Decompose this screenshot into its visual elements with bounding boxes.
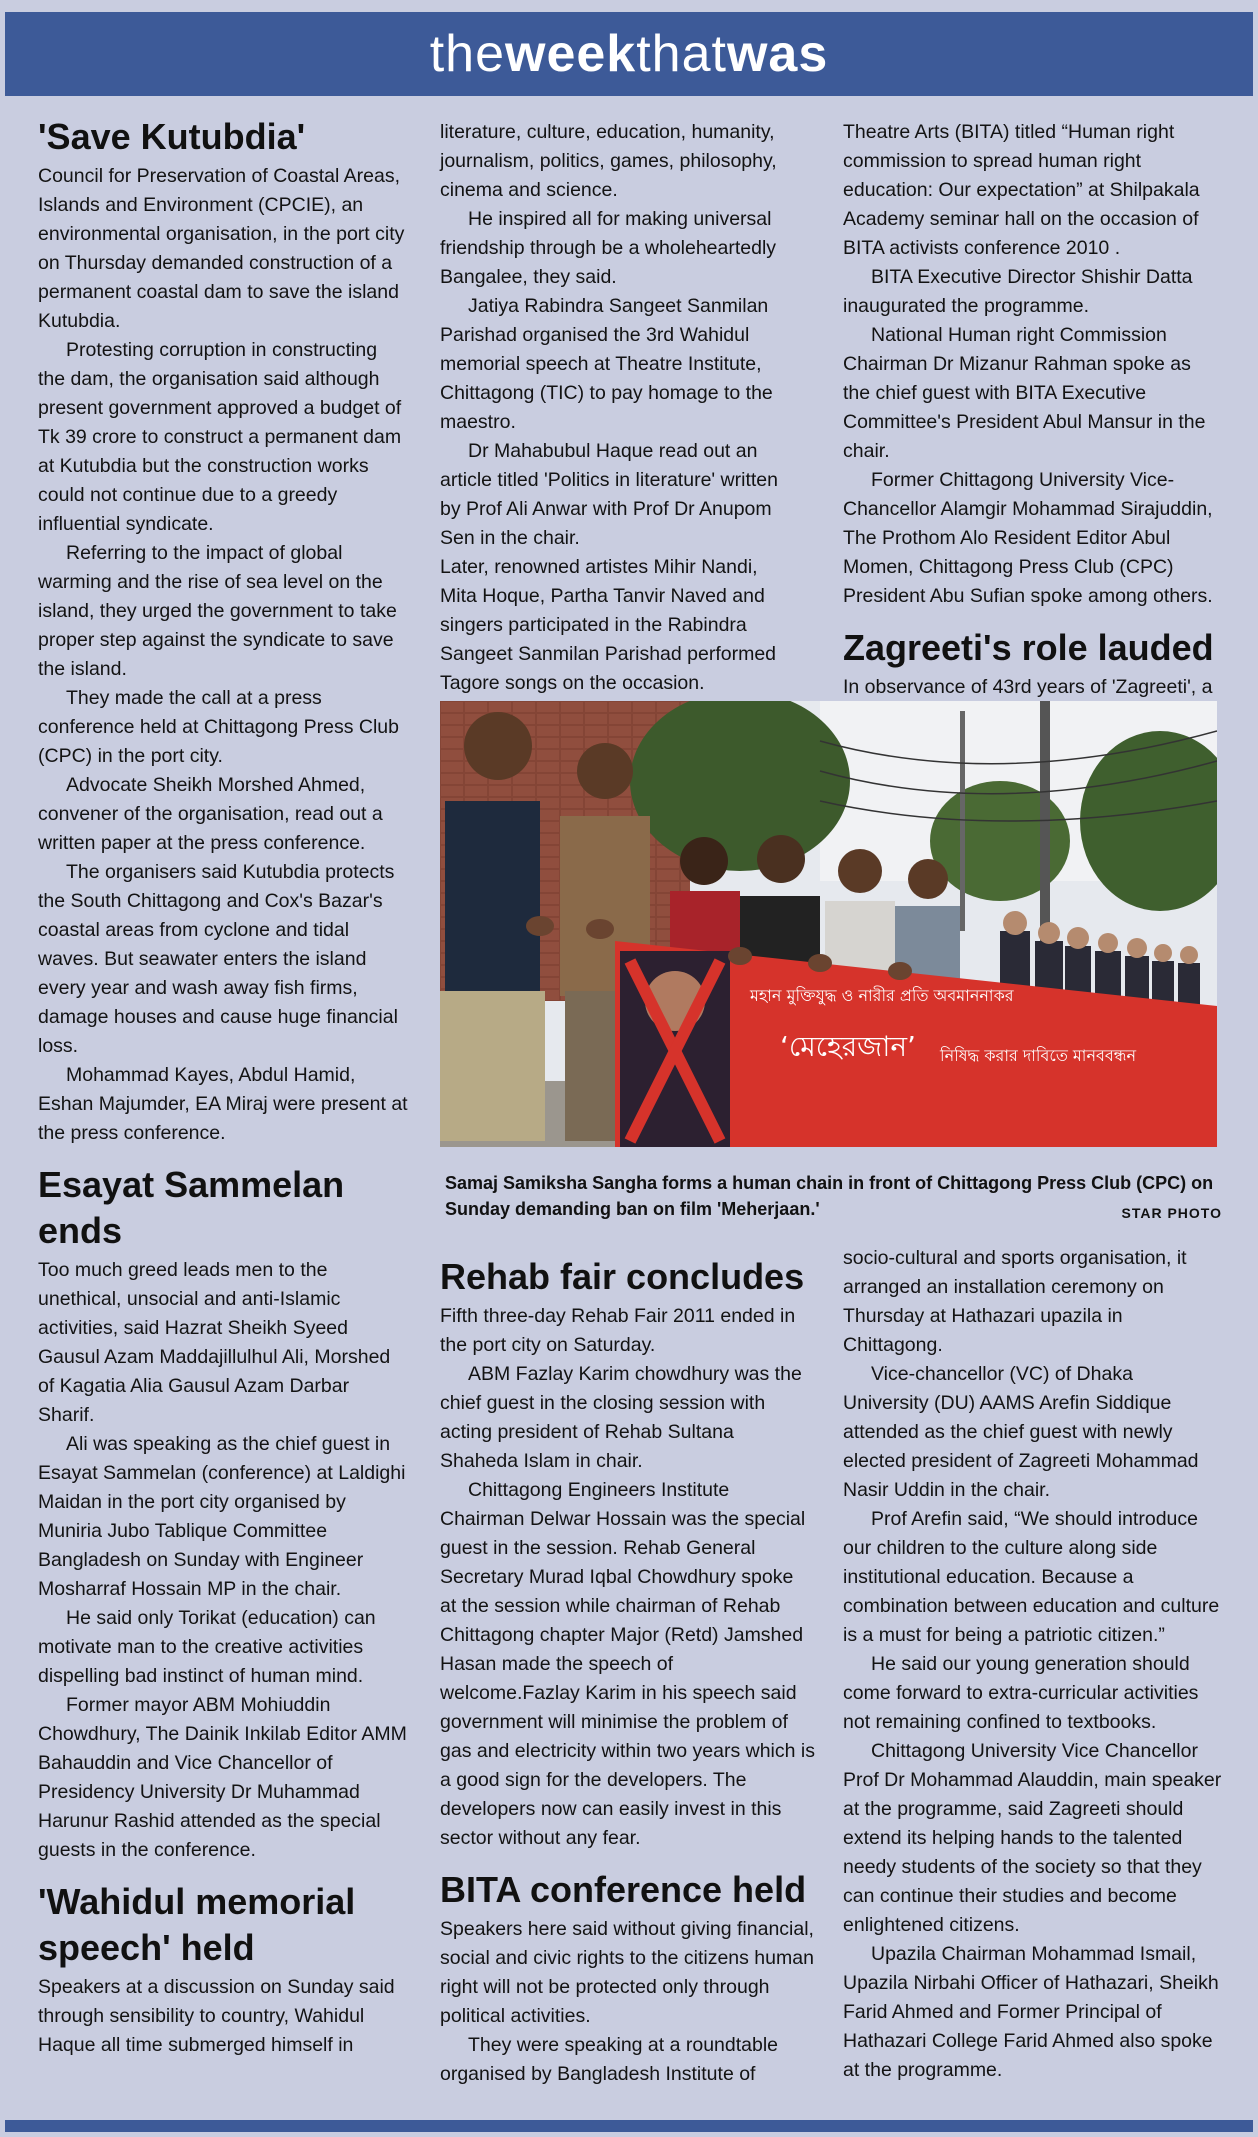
wahidul-paragraph: Speakers at a discussion on Sunday said through sensibility to country, Wahidul Haque all time submerged himself in	[38, 1976, 395, 2056]
masthead-part-that: that	[636, 25, 727, 83]
bita-cont-paragraph: BITA Executive Director Shishir Datta inaugurated the programme.	[843, 266, 1193, 317]
esayat-paragraph: He said only Torikat (education) can motivate man to the creative activities dispelling bad instinct of human mind.	[38, 1607, 376, 1687]
kutubdia-paragraph: Mohammad Kayes, Abdul Hamid, Eshan Majumder, EA Miraj were present at the press conference.	[38, 1064, 408, 1144]
masthead-part-the: the	[429, 25, 506, 83]
masthead-part-week: week	[505, 25, 637, 83]
column-1	[38, 114, 408, 2060]
wahidul-cont-paragraph: Dr Mahabubul Haque read out an article titled 'Politics in literature' written by Prof Ali Anwar with Prof Dr Anupom Sen in the chair.	[440, 440, 778, 549]
bita-paragraph: They were speaking at a roundtable organised by Bangladesh Institute of	[440, 2034, 779, 2085]
wahidul-cont-paragraph: literature, culture, education, humanity, journalism, politics, games, philosophy, cinema and science.	[440, 121, 777, 201]
kutubdia-paragraph: The organisers said Kutubdia protects the South Chittagong and Cox's Bazar's coastal areas from cyclone and tidal waves. But seawater enters the island every year and wash away fish firms, damage houses and cause huge financial loss.	[38, 861, 398, 1057]
zagreeti-paragraph: Upazila Chairman Mohammad Ismail, Upazila Nirbahi Officer of Hathazari, Sheikh Farid Ahmed and Former Principal of Hathazari College Farid Ahmed also spoke at the programme.	[843, 1943, 1219, 2081]
esayat-paragraph: Former mayor ABM Mohiuddin Chowdhury, The Dainik Inkilab Editor AMM Bahauddin and Vice Chancellor of Presidency University Dr Muhammad Harunur Rashid attended as the special guests in the conference.	[38, 1694, 407, 1861]
wahidul-cont-paragraph: He inspired all for making universal friendship through be a wholeheartedly Bangalee, they said.	[440, 208, 777, 288]
esayat-paragraph: Too much greed leads men to the unethical, unsocial and anti-Islamic activities, said Hazrat Sheikh Syeed Gausul Azam Maddajillulhul Ali, Morshed of Kagatia Alia Gausul Azam Darbar Sharif.	[38, 1259, 391, 1426]
rehab-paragraph: Fifth three-day Rehab Fair 2011 ended in the port city on Saturday.	[440, 1305, 796, 1356]
esayat-heading: Esayat Sammelan ends	[38, 1164, 345, 1251]
bita-paragraph: Speakers here said without giving financial, social and civic rights to the citizens human right will not be protected only through political activities.	[440, 1918, 814, 2027]
kutubdia-paragraph: They made the call at a press conference held at Chittagong Press Club (CPC) in the port city.	[38, 687, 399, 767]
zagreeti-paragraph: socio-cultural and sports organisation, it arranged an installation ceremony on Thursday at Hathazari upazila in Chittagong.	[843, 1247, 1187, 1356]
kutubdia-paragraph: Council for Preservation of Coastal Areas, Islands and Environment (CPCIE), an environmental organisation, in the port city on Thursday demanded construction of a permanent coastal dam to save the island Kutubdia.	[38, 165, 405, 332]
masthead	[5, 12, 1253, 96]
zagreeti-paragraph: Vice-chancellor (VC) of Dhaka University (DU) AAMS Arefin Siddique attended as the chief guest with newly elected president of Zagreeti Mohammad Nasir Uddin in the chair.	[843, 1363, 1199, 1501]
rehab-heading: Rehab fair concludes	[440, 1256, 805, 1297]
kutubdia-paragraph: Advocate Sheikh Morshed Ahmed, convener of the organisation, read out a written paper at the press conference.	[38, 774, 383, 854]
column-3-top	[843, 118, 1223, 702]
banner-title: ‘মেহেরজান’	[780, 1030, 916, 1063]
bita-cont-paragraph: National Human right Commission Chairman Dr Mizanur Rahman spoke as the chief guest with BITA Executive Committee's President Abul Mansur in the chair.	[843, 324, 1206, 462]
zagreeti-paragraph: Prof Arefin said, “We should introduce our children to the culture along side institutional education. Because a combination between education and culture is a must for being a patriotic citizen.”	[843, 1508, 1220, 1646]
zagreeti-paragraph: Chittagong University Vice Chancellor Prof Dr Mohammad Alauddin, main speaker at the programme, said Zagreeti should extend its helping hands to the talented needy students of the society so that they can continue their studies and become enlightened citizens.	[843, 1740, 1222, 1936]
banner-sub: নিষিদ্ধ করার দাবিতে মানববন্ধন	[940, 1046, 1137, 1065]
bottom-bar	[5, 2120, 1253, 2132]
zagreeti-paragraph: He said our young generation should come forward to extra-curricular activities not remaining confined to textbooks.	[843, 1653, 1199, 1733]
zagreeti-heading: Zagreeti's role lauded	[843, 627, 1214, 668]
bita-cont-paragraph: Former Chittagong University Vice-Chancellor Alamgir Mohammad Sirajuddin, The Prothom Alo Resident Editor Abul Momen, Chittagong Press Club (CPC) President Abu Sufian spoke among others.	[843, 469, 1213, 607]
banner-text: মহান মুক্তিযুদ্ধ ও নারীর প্রতি অবমাননাকর	[750, 986, 1014, 1005]
zagreeti-intro: In observance of 43rd years of 'Zagreeti', a	[843, 676, 1213, 698]
masthead-part-was: was	[726, 25, 829, 83]
bita-cont-paragraph: Theatre Arts (BITA) titled “Human right commission to spread human right education: Our expectation” at Shilpakala Academy seminar hall on the occasion of BITA activists conference 2010 .	[843, 121, 1200, 259]
rehab-paragraph: Chittagong Engineers Institute Chairman Delwar Hossain was the special guest in the session. Rehab General Secretary Murad Iqbal Chowdhury spoke at the session while chairman of Rehab Chittagong chapter Major (Retd) Jamshed Hasan made the speech of welcome.Fazlay Karim in his speech said government will minimise the problem of gas and electricity within two years which is a good sign for the developers. The developers now can easily invest in this sector without any fear.	[440, 1479, 815, 1849]
human-chain-photo	[440, 701, 1217, 1147]
column-3-bottom	[843, 1244, 1223, 2085]
photo-caption: Samaj Samiksha Sangha forms a human chain in front of Chittagong Press Club (CPC) on Sunday demanding ban on film 'Meherjaan.'	[445, 1173, 1214, 1219]
kutubdia-paragraph: Referring to the impact of global warming and the rise of sea level on the island, they urged the government to take proper step against the syndicate to save the island.	[38, 542, 397, 680]
wahidul-cont-paragraph: Jatiya Rabindra Sangeet Sanmilan Parishad organised the 3rd Wahidul memorial speech at Theatre Institute, Chittagong (TIC) to pay homage to the maestro.	[440, 295, 773, 433]
column-2-top	[440, 118, 795, 698]
wahidul-cont-paragraph: Later, renowned artistes Mihir Nandi, Mita Hoque, Partha Tanvir Naved and singers participated in the Rabindra Sangeet Sanmilan Parishad performed Tagore songs on the occasion.	[440, 556, 777, 694]
kutubdia-paragraph: Protesting corruption in constructing the dam, the organisation said although present government approved a budget of Tk 39 crore to construct a permanent dam at Kutubdia but the construction works could not continue due to a greedy influential syndicate.	[38, 339, 402, 535]
rehab-paragraph: ABM Fazlay Karim chowdhury was the chief guest in the closing session with acting president of Rehab Sultana Shaheda Islam in chair.	[440, 1363, 802, 1472]
column-2-bottom	[440, 1254, 815, 2089]
bita-heading: BITA conference held	[440, 1869, 807, 1910]
kutubdia-heading: 'Save Kutubdia'	[38, 116, 306, 157]
esayat-paragraph: Ali was speaking as the chief guest in Esayat Sammelan (conference) at Laldighi Maidan in the port city organised by Muniria Jubo Tablique Committee Bangladesh on Sunday with Engineer Mosharraf Hossain MP in the chair.	[38, 1433, 406, 1600]
wahidul-heading: 'Wahidul memorial speech' held	[38, 1881, 356, 1968]
photo-credit: STAR PHOTO	[1121, 1205, 1222, 1221]
